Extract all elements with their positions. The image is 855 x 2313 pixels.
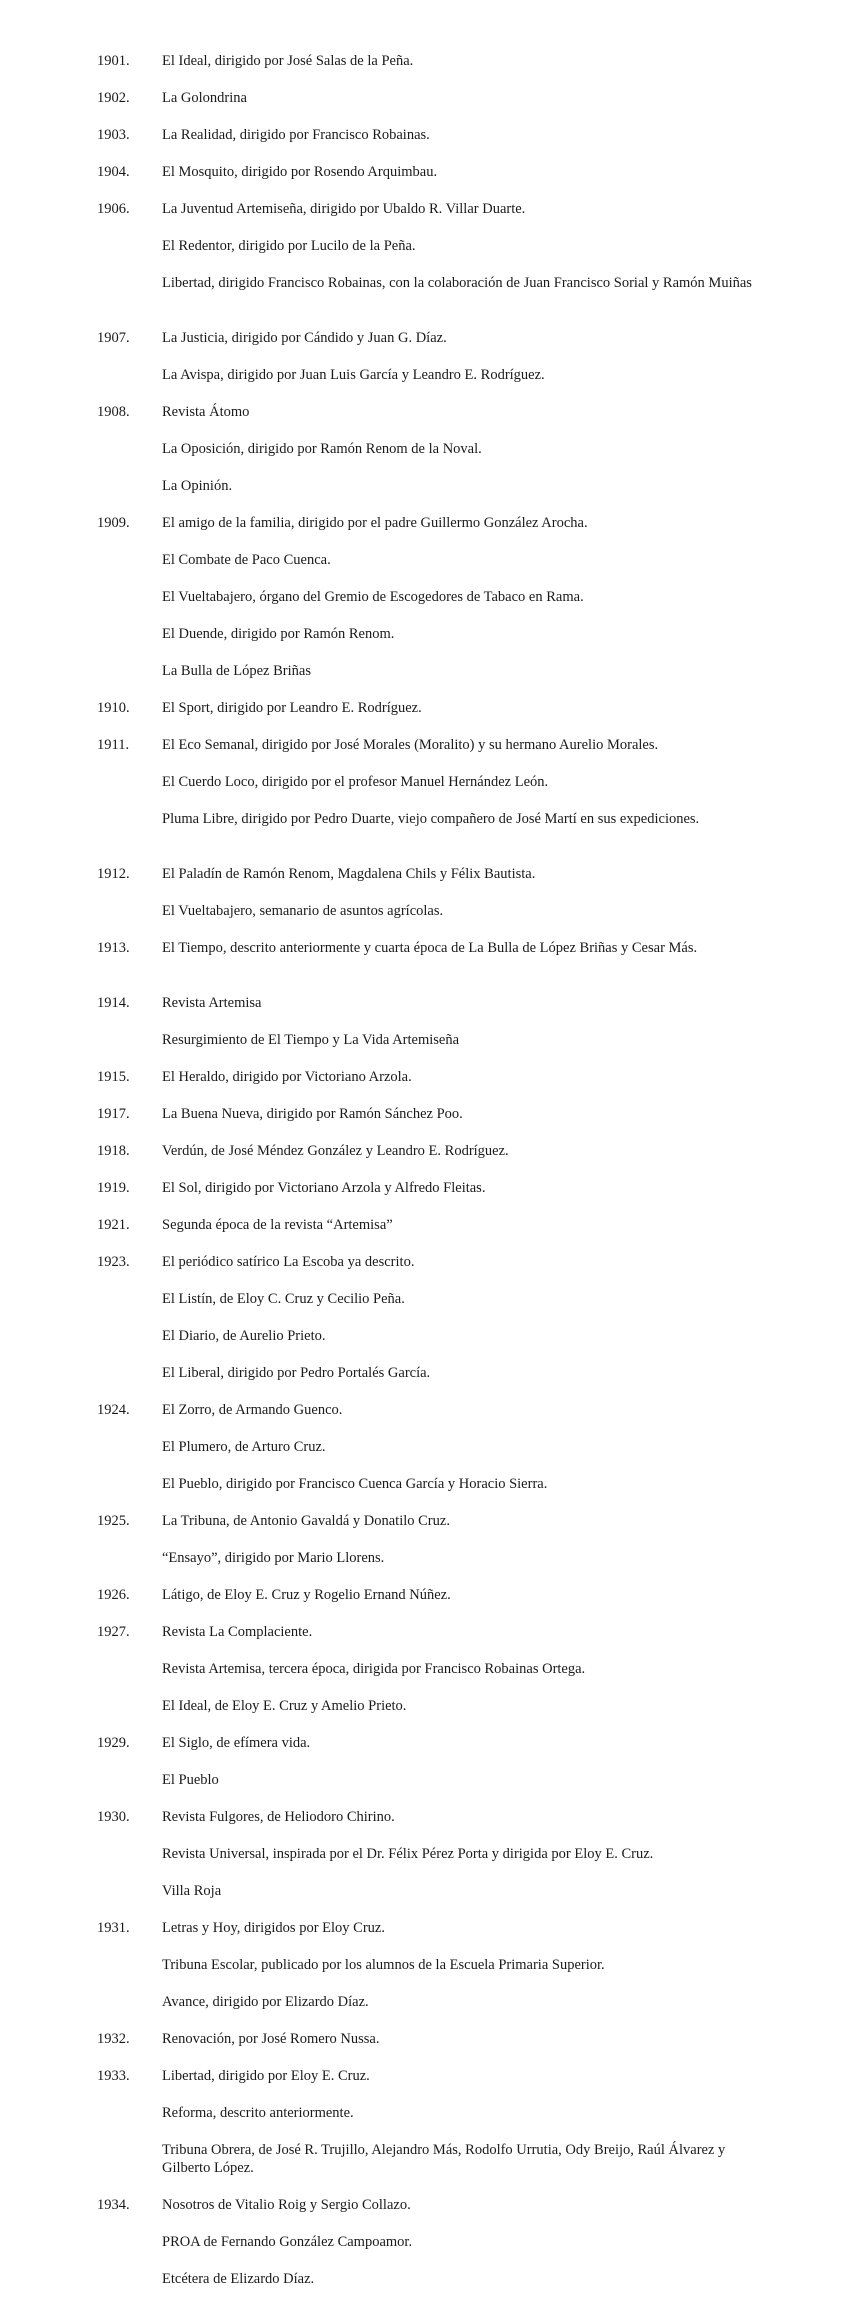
- entry-year: 1924.: [97, 1402, 130, 1418]
- entry-text: Látigo, de Eloy E. Cruz y Rogelio Ernand Núñez.: [162, 1587, 451, 1603]
- entry-text: Revista Artemisa, tercera época, dirigida por Francisco Robainas Ortega.: [162, 1661, 586, 1677]
- entry-text: El Pueblo, dirigido por Francisco Cuenca García y Horacio Sierra.: [162, 1476, 548, 1492]
- entry-text: Revista La Complaciente.: [162, 1624, 313, 1640]
- entry-year: 1934.: [97, 2197, 130, 2213]
- entry-year: 1918.: [97, 1143, 130, 1159]
- entry-year: 1912.: [97, 866, 130, 882]
- entry-text: La Opinión.: [162, 478, 233, 494]
- entry-text: El Listín, de Eloy C. Cruz y Cecilio Peña.: [162, 1291, 405, 1307]
- entry-text: El Eco Semanal, dirigido por José Morales (Moralito) y su hermano Aurelio Morales.: [162, 737, 659, 753]
- entry-text: La Juventud Artemiseña, dirigido por Ubaldo R. Villar Duarte.: [162, 201, 526, 217]
- entry-text: La Avispa, dirigido por Juan Luis García y Leandro E. Rodríguez.: [162, 367, 545, 383]
- entry-year: 1908.: [97, 404, 130, 420]
- entry-year: 1906.: [97, 201, 130, 217]
- entry-text: Revista Fulgores, de Heliodoro Chirino.: [162, 1809, 395, 1825]
- entry-text: El Pueblo: [162, 1772, 219, 1788]
- entry-year: 1930.: [97, 1809, 130, 1825]
- entry-year: 1925.: [97, 1513, 130, 1529]
- entry-text: Libertad, dirigido por Eloy E. Cruz.: [162, 2068, 370, 2084]
- entry-text: La Oposición, dirigido por Ramón Renom de la Noval.: [162, 441, 482, 457]
- entry-text: El Plumero, de Arturo Cruz.: [162, 1439, 326, 1455]
- entry-text: El Combate de Paco Cuenca.: [162, 552, 331, 568]
- entry-year: 1919.: [97, 1180, 130, 1196]
- entry-text: Avance, dirigido por Elizardo Díaz.: [162, 1994, 369, 2010]
- entry-text: Reforma, descrito anteriormente.: [162, 2105, 354, 2121]
- entry-text: El Ideal, de Eloy E. Cruz y Amelio Prieto.: [162, 1698, 407, 1714]
- entry-text: La Bulla de López Briñas: [162, 663, 311, 679]
- entry-text: El Cuerdo Loco, dirigido por el profesor Manuel Hernández León.: [162, 774, 549, 790]
- entry-year: 1933.: [97, 2068, 130, 2084]
- entry-year: 1903.: [97, 127, 130, 143]
- entry-text: Revista Artemisa: [162, 995, 262, 1011]
- entry-year: 1904.: [97, 164, 130, 180]
- entry-text: La Tribuna, de Antonio Gavaldá y Donatilo Cruz.: [162, 1513, 450, 1529]
- entry-year: 1901.: [97, 53, 130, 69]
- entry-year: 1913.: [97, 940, 130, 956]
- entry-text: Revista Átomo: [162, 404, 250, 420]
- entry-text: PROA de Fernando González Campoamor.: [162, 2234, 413, 2250]
- entry-year: 1923.: [97, 1254, 130, 1270]
- entry-text: El Sol, dirigido por Victoriano Arzola y Alfredo Fleitas.: [162, 1180, 486, 1196]
- entry-text: Tribuna Escolar, publicado por los alumnos de la Escuela Primaria Superior.: [162, 1957, 605, 1973]
- entry-text: Nosotros de Vitalio Roig y Sergio Collazo.: [162, 2197, 411, 2213]
- entry-text: Renovación, por José Romero Nussa.: [162, 2031, 380, 2047]
- entry-text: El periódico satírico La Escoba ya descrito.: [162, 1254, 415, 1270]
- entry-year: 1911.: [97, 737, 130, 753]
- entry-year: 1927.: [97, 1624, 130, 1640]
- entry-text: “Ensayo”, dirigido por Mario Llorens.: [162, 1550, 385, 1566]
- entry-text: El Liberal, dirigido por Pedro Portalés García.: [162, 1365, 431, 1381]
- entry-text: El Tiempo, descrito anteriormente y cuarta época de La Bulla de López Briñas y Cesar Más.: [162, 940, 698, 956]
- entry-text: La Buena Nueva, dirigido por Ramón Sánchez Poo.: [162, 1106, 463, 1122]
- entry-year: 1909.: [97, 515, 130, 531]
- entry-text: El Vueltabajero, órgano del Gremio de Escogedores de Tabaco en Rama.: [162, 589, 584, 605]
- entry-year: 1931.: [97, 1920, 130, 1936]
- entry-text: El Redentor, dirigido por Lucilo de la Peña.: [162, 238, 416, 254]
- entry-text: Tribuna Obrera, de José R. Trujillo, Alejandro Más, Rodolfo Urrutia, Ody Breijo, Raúl Álvarez y Gilberto López.: [162, 2142, 726, 2176]
- entry-year: 1907.: [97, 330, 130, 346]
- entry-text: Revista Universal, inspirada por el Dr. Félix Pérez Porta y dirigida por Eloy E. Cruz.: [162, 1846, 654, 1862]
- entry-year: 1917.: [97, 1106, 130, 1122]
- entry-year: 1921.: [97, 1217, 130, 1233]
- entry-text: El Vueltabajero, semanario de asuntos agrícolas.: [162, 903, 444, 919]
- entry-text: Letras y Hoy, dirigidos por Eloy Cruz.: [162, 1920, 385, 1936]
- entry-text: El Mosquito, dirigido por Rosendo Arquimbau.: [162, 164, 438, 180]
- entry-year: 1932.: [97, 2031, 130, 2047]
- entry-text: El amigo de la familia, dirigido por el padre Guillermo González Arocha.: [162, 515, 588, 531]
- entry-year: 1914.: [97, 995, 130, 1011]
- entry-text: Pluma Libre, dirigido por Pedro Duarte, viejo compañero de José Martí en sus expediciones.: [162, 811, 700, 827]
- entry-text: El Paladín de Ramón Renom, Magdalena Chils y Félix Bautista.: [162, 866, 536, 882]
- entry-text: La Realidad, dirigido por Francisco Robainas.: [162, 127, 430, 143]
- entry-text: Verdún, de José Méndez González y Leandro E. Rodríguez.: [162, 1143, 509, 1159]
- entry-text: El Zorro, de Armando Guenco.: [162, 1402, 343, 1418]
- entry-text: El Sport, dirigido por Leandro E. Rodríguez.: [162, 700, 422, 716]
- entry-year: 1902.: [97, 90, 130, 106]
- entry-text: Villa Roja: [162, 1883, 222, 1899]
- entry-text: Resurgimiento de El Tiempo y La Vida Artemiseña: [162, 1032, 460, 1048]
- entry-text: Segunda época de la revista “Artemisa”: [162, 1217, 393, 1233]
- entry-text: El Siglo, de efímera vida.: [162, 1735, 311, 1751]
- entry-text: Libertad, dirigido Francisco Robainas, con la colaboración de Juan Francisco Sorial y Ramón Muiñas: [162, 275, 752, 291]
- entry-text: El Diario, de Aurelio Prieto.: [162, 1328, 326, 1344]
- entry-year: 1929.: [97, 1735, 130, 1751]
- entry-text: Etcétera de Elizardo Díaz.: [162, 2271, 315, 2287]
- entry-text: El Heraldo, dirigido por Victoriano Arzola.: [162, 1069, 412, 1085]
- entry-year: 1915.: [97, 1069, 130, 1085]
- entry-text: El Duende, dirigido por Ramón Renom.: [162, 626, 395, 642]
- entry-text: El Ideal, dirigido por José Salas de la Peña.: [162, 53, 414, 69]
- entry-text: La Golondrina: [162, 90, 247, 106]
- entry-year: 1910.: [97, 700, 130, 716]
- entry-text: La Justicia, dirigido por Cándido y Juan G. Díaz.: [162, 330, 447, 346]
- entry-year: 1926.: [97, 1587, 130, 1603]
